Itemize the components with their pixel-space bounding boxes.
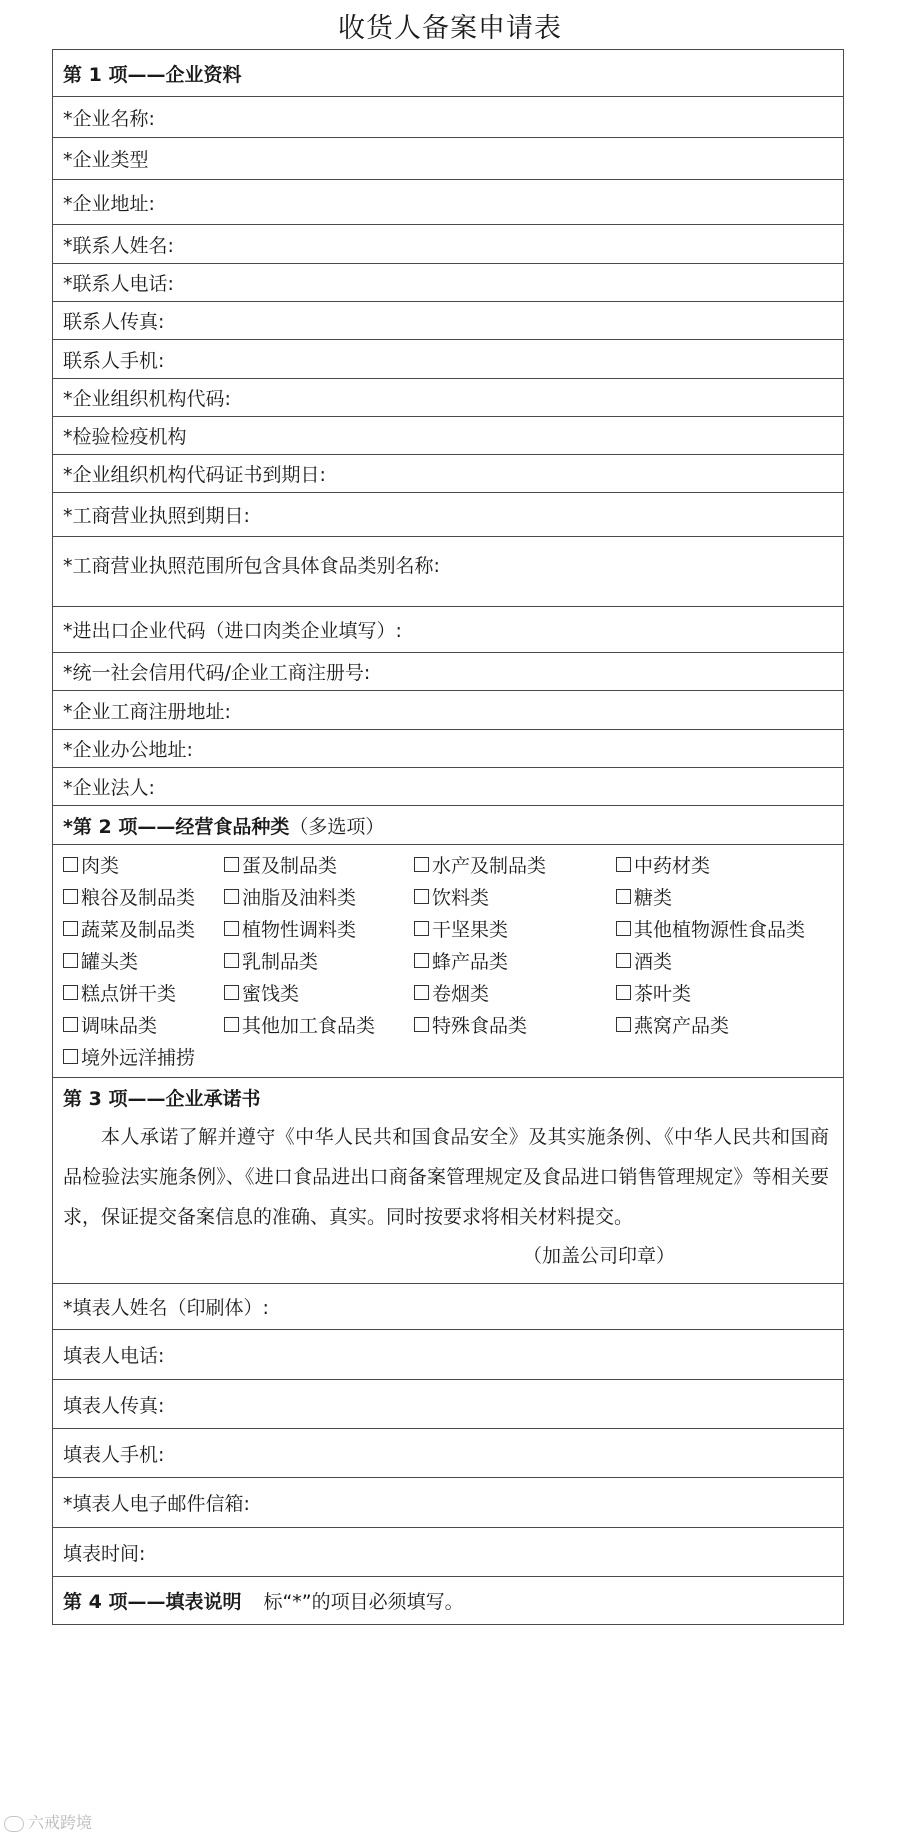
food-option[interactable] xyxy=(63,1008,224,1040)
food-option-label: 糕点饼干类 xyxy=(81,982,177,1005)
food-option[interactable] xyxy=(63,848,224,880)
section1-heading: 第 1 项——企业资料 xyxy=(53,50,843,97)
field-company-name[interactable]: *企业名称: xyxy=(53,97,843,138)
food-option[interactable] xyxy=(63,1040,224,1072)
checkbox-icon[interactable] xyxy=(616,921,631,936)
food-option-label: 蜂产品类 xyxy=(432,950,509,973)
watermark-text: 六戒跨境 xyxy=(28,1813,93,1832)
food-option-label: 乳制品类 xyxy=(242,950,319,973)
food-option-label: 其他加工食品类 xyxy=(242,1014,376,1037)
food-option[interactable] xyxy=(63,912,224,944)
food-option[interactable] xyxy=(616,1008,843,1040)
company-seal-note: （加盖公司印章） xyxy=(522,1245,675,1267)
checkbox-icon[interactable] xyxy=(224,921,239,936)
field-contact-fax[interactable]: 联系人传真: xyxy=(53,302,843,340)
food-option[interactable] xyxy=(616,976,843,1008)
food-option[interactable] xyxy=(224,976,414,1008)
section3-pledge xyxy=(53,1078,843,1284)
section2-heading-note: （多选项） xyxy=(289,815,385,838)
field-legal-rep[interactable]: *企业法人: xyxy=(53,768,843,806)
form-title: 收货人备案申请表 xyxy=(338,13,562,44)
food-option-label: 干坚果类 xyxy=(432,918,509,941)
checkbox-icon[interactable] xyxy=(414,921,429,936)
food-option-label: 燕窝产品类 xyxy=(634,1014,730,1037)
food-option[interactable] xyxy=(224,912,414,944)
checkbox-icon[interactable] xyxy=(414,889,429,904)
food-option[interactable] xyxy=(63,976,224,1008)
food-option-label: 糖类 xyxy=(634,886,673,909)
field-filler-mobile[interactable]: 填表人手机: xyxy=(53,1429,843,1478)
checkbox-icon[interactable] xyxy=(616,857,631,872)
field-license-food-scope[interactable]: *工商营业执照范围所包含具体食品类别名称: xyxy=(53,537,843,607)
checkbox-icon[interactable] xyxy=(63,1017,78,1032)
food-option-label: 茶叶类 xyxy=(634,982,692,1005)
field-filler-name[interactable]: *填表人姓名（印刷体）: xyxy=(53,1284,843,1330)
field-company-type[interactable]: *企业类型 xyxy=(53,138,843,180)
food-option-label: 罐头类 xyxy=(81,950,139,973)
food-option[interactable] xyxy=(414,1008,616,1040)
food-option-label: 卷烟类 xyxy=(432,982,490,1005)
checkbox-icon[interactable] xyxy=(224,1017,239,1032)
checkbox-icon[interactable] xyxy=(616,1017,631,1032)
food-option[interactable] xyxy=(414,848,616,880)
field-org-code[interactable]: *企业组织机构代码: xyxy=(53,379,843,417)
food-option[interactable] xyxy=(616,912,843,944)
checkbox-icon[interactable] xyxy=(616,953,631,968)
food-category-grid xyxy=(53,845,843,1078)
field-inspection-agency[interactable]: *检验检疫机构 xyxy=(53,417,843,455)
food-option-label: 调味品类 xyxy=(81,1014,158,1037)
food-option-label: 酒类 xyxy=(634,950,673,973)
food-option-label: 肉类 xyxy=(81,854,120,877)
section4-heading: 第 4 项——填表说明 xyxy=(63,1591,242,1613)
checkbox-icon[interactable] xyxy=(63,953,78,968)
watermark-logo-icon xyxy=(4,1816,24,1832)
field-credit-code[interactable]: *统一社会信用代码/企业工商注册号: xyxy=(53,653,843,691)
food-option[interactable] xyxy=(224,944,414,976)
food-option[interactable] xyxy=(616,880,843,912)
food-option-label: 蔬菜及制品类 xyxy=(81,918,196,941)
food-option[interactable] xyxy=(414,880,616,912)
field-contact-phone[interactable]: *联系人电话: xyxy=(53,264,843,302)
checkbox-icon[interactable] xyxy=(224,889,239,904)
section4-row xyxy=(53,1577,843,1625)
food-option[interactable] xyxy=(224,1008,414,1040)
field-org-code-expiry[interactable]: *企业组织机构代码证书到期日: xyxy=(53,455,843,493)
field-import-export-code[interactable]: *进出口企业代码（进口肉类企业填写）: xyxy=(53,607,843,653)
checkbox-icon[interactable] xyxy=(616,985,631,1000)
field-filler-phone[interactable]: 填表人电话: xyxy=(53,1330,843,1380)
food-option-label: 饮料类 xyxy=(432,886,490,909)
food-option-label: 境外远洋捕捞 xyxy=(81,1046,196,1069)
checkbox-icon[interactable] xyxy=(414,1017,429,1032)
food-option[interactable] xyxy=(224,880,414,912)
section3-heading: 第 3 项——企业承诺书 xyxy=(63,1088,261,1110)
pledge-text: 本人承诺了解并遵守《中华人民共和国食品安全》及其实施条例、《中华人民共和国商品检验法实施条例》、《进口食品进出口商备案管理规定及食品进口销售管理规定》等相关要求，保证提交备案信息的准确、真实。同时按要求将相关材料提交。 xyxy=(63,1126,829,1228)
checkbox-icon[interactable] xyxy=(224,857,239,872)
food-option-label: 特殊食品类 xyxy=(432,1014,528,1037)
food-option[interactable] xyxy=(414,912,616,944)
watermark xyxy=(4,1810,92,1833)
field-filler-fax[interactable]: 填表人传真: xyxy=(53,1380,843,1429)
section4-text: 标“*”的项目必须填写。 xyxy=(263,1591,464,1613)
food-option[interactable] xyxy=(63,880,224,912)
checkbox-icon[interactable] xyxy=(63,889,78,904)
checkbox-icon[interactable] xyxy=(414,985,429,1000)
field-filler-email[interactable]: *填表人电子邮件信箱: xyxy=(53,1478,843,1528)
field-fill-date[interactable]: 填表时间: xyxy=(53,1528,843,1577)
field-registered-address[interactable]: *企业工商注册地址: xyxy=(53,691,843,730)
checkbox-icon[interactable] xyxy=(63,921,78,936)
food-option-label: 蛋及制品类 xyxy=(242,854,338,877)
section2-heading-row xyxy=(53,806,843,845)
food-option-label: 植物性调料类 xyxy=(242,918,357,941)
food-option-label: 中药材类 xyxy=(634,854,711,877)
food-option-label: 其他植物源性食品类 xyxy=(634,918,806,941)
checkbox-icon[interactable] xyxy=(63,985,78,1000)
field-license-expiry[interactable]: *工商营业执照到期日: xyxy=(53,493,843,537)
field-company-address[interactable]: *企业地址: xyxy=(53,180,843,225)
application-form xyxy=(52,49,844,1625)
checkbox-icon[interactable] xyxy=(414,953,429,968)
food-option-label: 水产及制品类 xyxy=(432,854,547,877)
food-option[interactable] xyxy=(224,848,414,880)
checkbox-icon[interactable] xyxy=(63,857,78,872)
field-contact-name[interactable]: *联系人姓名: xyxy=(53,225,843,264)
checkbox-icon[interactable] xyxy=(414,857,429,872)
field-contact-mobile[interactable]: 联系人手机: xyxy=(53,340,843,379)
checkbox-icon[interactable] xyxy=(224,953,239,968)
checkbox-icon[interactable] xyxy=(616,889,631,904)
field-office-address[interactable]: *企业办公地址: xyxy=(53,730,843,768)
food-option[interactable] xyxy=(414,944,616,976)
food-option[interactable] xyxy=(63,944,224,976)
food-option[interactable] xyxy=(616,944,843,976)
food-option-label: 蜜饯类 xyxy=(242,982,300,1005)
checkbox-icon[interactable] xyxy=(63,1049,78,1064)
food-option-label: 粮谷及制品类 xyxy=(81,886,196,909)
food-option-label: 油脂及油料类 xyxy=(242,886,357,909)
food-option[interactable] xyxy=(414,976,616,1008)
checkbox-icon[interactable] xyxy=(224,985,239,1000)
food-option[interactable] xyxy=(616,848,843,880)
section2-heading: *第 2 项——经营食品种类 xyxy=(63,815,290,838)
